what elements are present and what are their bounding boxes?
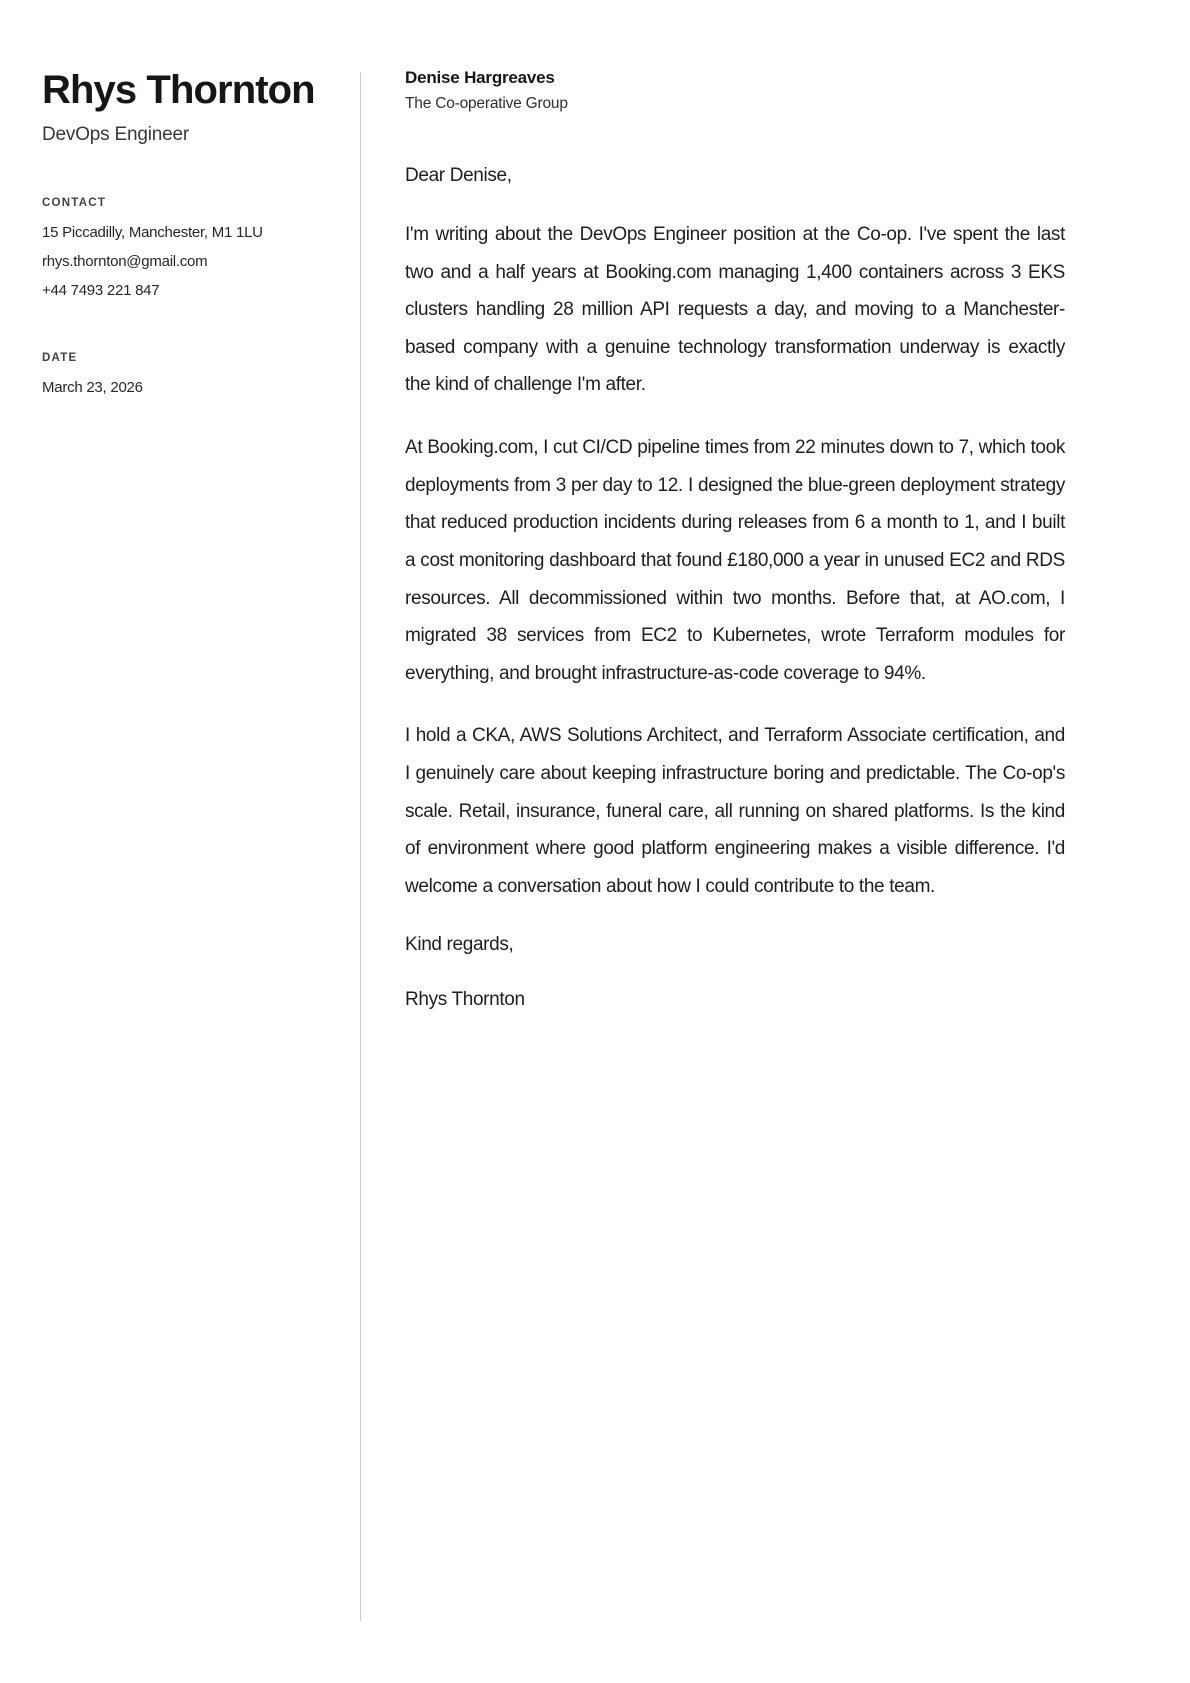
sidebar bbox=[42, 68, 360, 1623]
closing-line: Kind regards, bbox=[405, 934, 514, 956]
letter-paragraph-2: At Booking.com, I cut CI/CD pipeline times from 22 minutes down to 7, which took deployments from 3 per day to 12. I designed the blue-green deployment strategy that reduced production incidents during releases from 6 a month to 1, and I built a cost monitoring dashboard that found £180,000 a year in unused EC2 and RDS resources. All decommissioned within two months. Before that, at AO.com, I migrated 38 services from EC2 to Kubernetes, wrote Terraform modules for everything, and brought infrastructure-as-code coverage to 94%. bbox=[405, 437, 1065, 684]
date-value: March 23, 2026 bbox=[42, 378, 143, 396]
letter-paragraph-3: I hold a CKA, AWS Solutions Architect, and Terraform Associate certification, and I genuinely care about keeping infrastructure boring and predictable. The Co-op's scale. Retail, insurance, funeral care, all running on shared platforms. Is the kind of environment where good platform engineering makes a visible difference. I'd welcome a conversation about how I could contribute to the team. bbox=[405, 725, 1065, 897]
page-title: Rhys Thornton bbox=[42, 68, 315, 112]
letter-paragraph-1: I'm writing about the DevOps Engineer position at the Co-op. I've spent the last two and a half years at Booking.com managing 1,400 containers across 3 EKS clusters handling 28 million API requests a day, and moving to a Manchester-based company with a genuine technology transformation underway is exactly the kind of challenge I'm after. bbox=[405, 224, 1065, 396]
contact-phone[interactable]: +44 7493 221 847 bbox=[42, 282, 160, 300]
contact-section bbox=[42, 197, 336, 305]
contact-email[interactable]: rhys.thornton@gmail.com bbox=[42, 253, 208, 271]
recipient-organization: The Co-operative Group bbox=[405, 95, 568, 112]
signature-name: Rhys Thornton bbox=[405, 989, 525, 1011]
date-section bbox=[42, 352, 336, 403]
contact-section-label: CONTACT bbox=[42, 197, 107, 210]
recipient-block bbox=[405, 68, 1065, 113]
letter-body-column bbox=[361, 68, 1065, 1623]
recipient-name: Denise Hargreaves bbox=[405, 68, 555, 87]
date-section-label: DATE bbox=[42, 351, 78, 364]
salutation: Dear Denise, bbox=[405, 165, 512, 186]
contact-address: 15 Piccadilly, Manchester, M1 1LU bbox=[42, 224, 263, 242]
letter-content bbox=[405, 161, 1065, 1015]
sender-job-title: DevOps Engineer bbox=[42, 123, 189, 145]
